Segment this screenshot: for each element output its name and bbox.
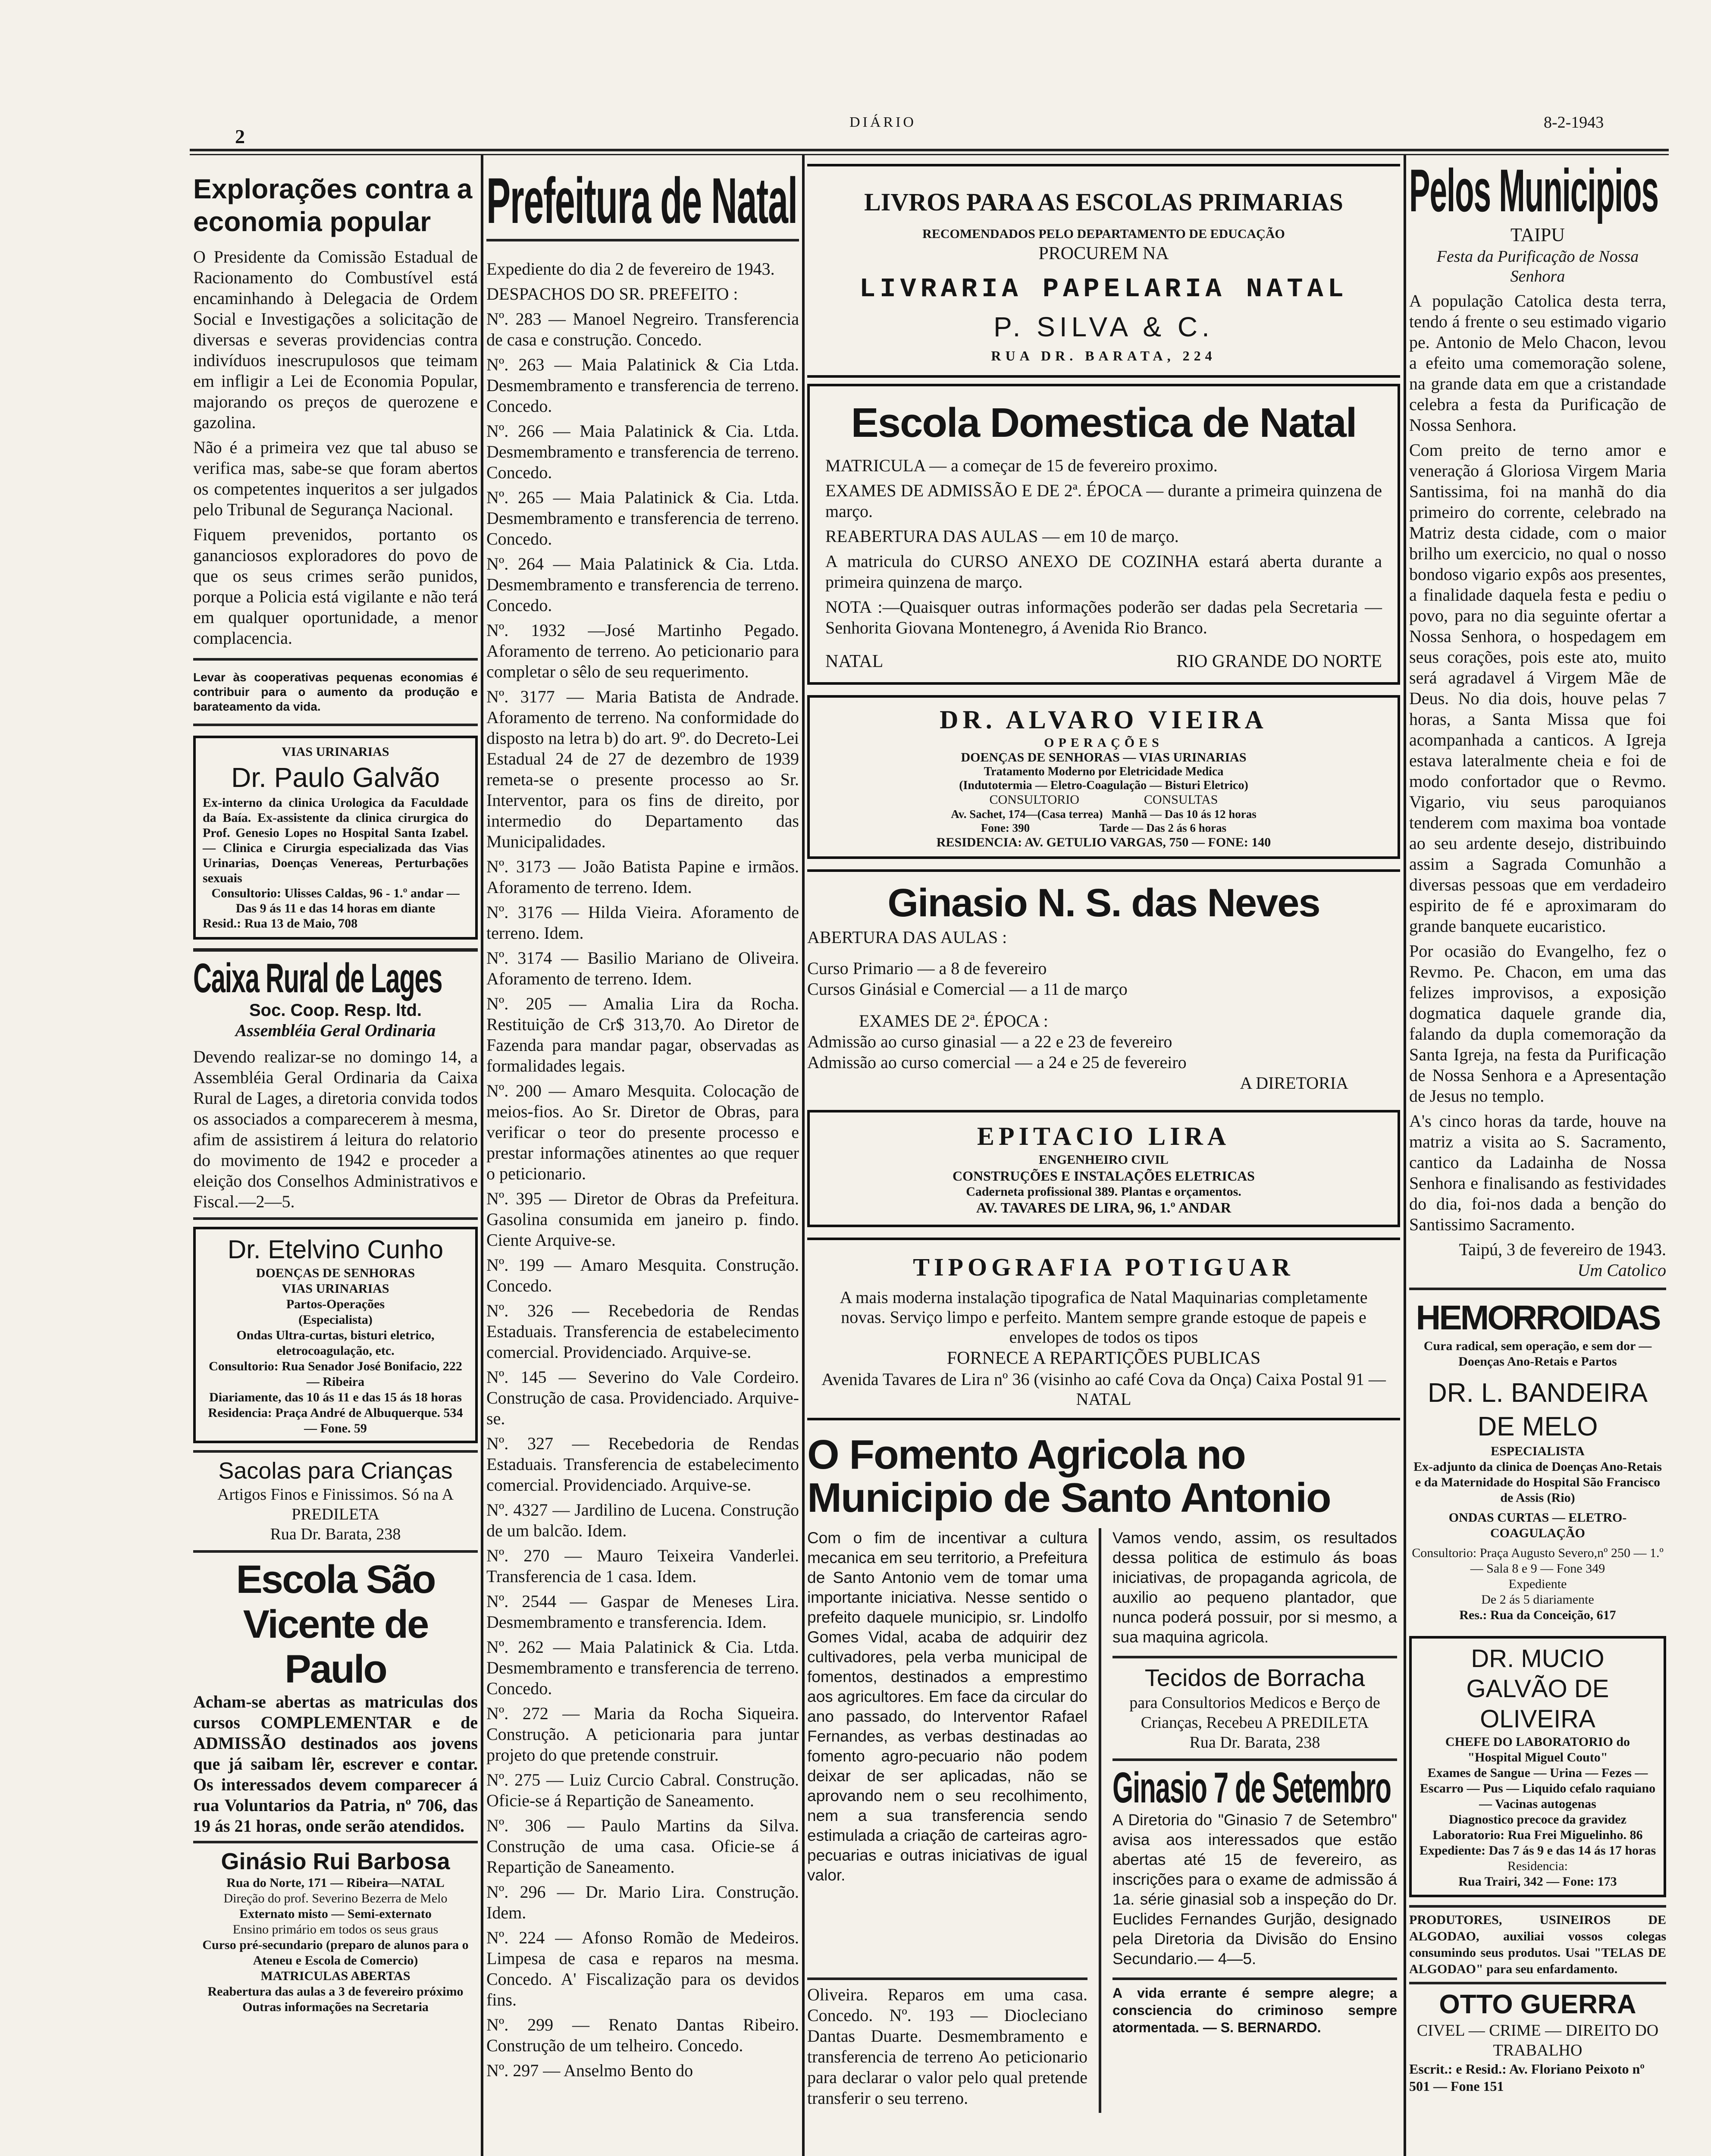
- ad-line: Exames de Sangue — Urina — Fezes — Escarro — Pus — Liquido cefalo raquiano — Vacinas autogenas: [1420, 1766, 1656, 1811]
- ad-line: DOENÇAS DE SENHORAS: [256, 1266, 415, 1280]
- set7-title: Ginasio 7 de Setembro: [1112, 1764, 1391, 1812]
- ad-line: De 2 ás 5 diariamente: [1481, 1592, 1594, 1607]
- despacho-item: Nº. 297 — Anselmo Bento do: [486, 2061, 693, 2080]
- paragraph: A's cinco horas da tarde, houve na matriz a visita ao S. Sacramento, cantico da Ladainha de Nossa Senhora e finalisando as festividades do dia, foi-nos dada a benção do Santissimo Sacramento.: [1409, 1111, 1666, 1234]
- column-1: [193, 172, 478, 2156]
- ad-line: A matricula do CURSO ANEXO DE COZINHA estará aberta durante a primeira quinzena de março.: [825, 552, 1382, 592]
- ad-line: AV. TAVARES DE LIRA, 96, 1.º ANDAR: [976, 1200, 1232, 1216]
- despacho-item: Nº. 2544 — Gaspar de Meneses Lira. Desmembramento e transferencia. Idem.: [486, 1592, 799, 1632]
- ad-paulo-galvao: [193, 736, 478, 940]
- fomento-right: Vamos vendo, assim, os resultados dessa politica de estimulo ás boas iniciativas, de propaganda agricola, de auxilio ao pequeno plantador, que nunca poderá possuir, por si mesmo, a sua maquina agricola.: [1112, 1529, 1397, 1646]
- ad-line: Diariamente, das 10 ás 11 e das 15 ás 18 horas: [209, 1390, 462, 1404]
- column-2: [486, 168, 799, 2156]
- neves-title: Ginasio N. S. das Neves: [887, 881, 1320, 925]
- paper-name: DIÁRIO: [849, 114, 916, 130]
- guerra-l2: Escrit.: e Resid.: Av. Floriano Peixoto nº 501 — Fone 151: [1409, 2061, 1645, 2094]
- ad-line: CONSTRUÇÕES E INSTALAÇÕES ELETRICAS: [953, 1168, 1255, 1184]
- ad-line: Admissão ao curso comercial — a 24 e 25 de fevereiro: [807, 1053, 1187, 1072]
- paragraph: Fiquem prevenidos, portanto os gananciosos exploradores do povo de que os seus crimes serão punidos, porque a Policia está vigilante e não terá em qualquer oportunidade, a menor complacencia.: [193, 525, 478, 648]
- ad-line: Fone: 390 Tarde — Das 2 ás 6 horas: [981, 821, 1227, 834]
- prefeitura-sub: DESPACHOS DO SR. PREFEITO :: [486, 284, 738, 304]
- ad-line: Cursos Ginásial e Comercial — a 11 de março: [807, 979, 1128, 999]
- despacho-item: Nº. 272 — Maria da Rocha Siqueira. Construção. A peticionaria para juntar projeto do que pretende construir.: [486, 1704, 799, 1764]
- livros-sub2: PROCUREM NA: [1038, 244, 1169, 263]
- ad-body: Ex-interno da clinica Urologica da Faculdade da Baía. Ex-assistente da clinica cirurgica do Prof. Genesio Lopes no Hospital Santa Izabel. — Clinica e Cirurgia especializada das Vias Urinarias, Doenças Venereas, Perturbações sexuais: [203, 796, 468, 885]
- ad-etelvino-cunho: [193, 1227, 478, 1443]
- prefeitura-intro: Expediente do dia 2 de fevereiro de 1943.: [486, 259, 775, 279]
- despacho-item: Nº. 306 — Paulo Martins da Silva. Construção de uma casa. Oficie-se á Repartição de Saneamento.: [486, 1816, 799, 1877]
- caixa-body: Devendo realizar-se no domingo 14, a Assembléia Geral Ordinaria da Caixa Rural de Lages, a diretoria convida todos os associados a comparecerem à mesma, afim de assistirem á leitura do relatorio do movimento de 1942 e proceder a eleição dos Conselhos Administrativos e Fiscal.—2—5.: [193, 1047, 478, 1211]
- despacho-item: Nº. 275 — Luiz Curcio Cabral. Construção. Oficie-se á Repartição de Saneamento.: [486, 1770, 799, 1810]
- ad-tag: VIAS URINARIAS: [282, 745, 389, 759]
- caixa-sub2: Assembléia Geral Ordinaria: [235, 1021, 436, 1040]
- lira-name: EPITACIO LIRA: [977, 1122, 1231, 1150]
- ad-line: Laboratorio: Rua Frei Miguelinho. 86: [1432, 1828, 1643, 1842]
- guerra-l1: CIVEL — CRIME — DIREITO DO TRABALHO: [1416, 2021, 1659, 2059]
- ad-mucio-galvao: [1409, 1636, 1666, 1897]
- oliveira-text: Oliveira. Reparos em uma casa. Concedo. Nº. 193 — Diocleciano Dantas Duarte. Desmembramento e transferencia de terreno Ao peticionario para declarar o valor pelo qual pretende transferir o seu terreno.: [807, 1985, 1087, 2108]
- ad-alvaro-vieira: [807, 695, 1400, 859]
- despacho-item: Nº. 283 — Manoel Negreiro. Transferencia de casa e construção. Concedo.: [486, 309, 799, 349]
- caixa-sub: Soc. Coop. Resp. ltd.: [249, 1001, 422, 1020]
- ad-line: Outras informações na Secretaria: [242, 2000, 429, 2014]
- paragraph: Não é a primeira vez que tal abuso se verifica mas, sabe-se que foram abertos os competentes inqueritos a ser julgados pelo Tribunal de Segurança Nacional.: [193, 438, 478, 519]
- sacolas-body: Artigos Finos e Finissimos. Só na A PREDILETA: [217, 1485, 454, 1523]
- despacho-item: Nº. 327 — Recebedoria de Rendas Estaduais. Transferencia de estabelecimento comercial. Providenciado. Arquive-se.: [486, 1434, 799, 1495]
- ad-livros: [807, 164, 1400, 378]
- neves-sign: A DIRETORIA: [1240, 1073, 1348, 1093]
- guerra-title: OTTO GUERRA: [1439, 1990, 1636, 2019]
- prefeitura-title: Prefeitura de Natal: [486, 168, 797, 237]
- ad-line: Curso Primario — a 8 de fevereiro: [807, 959, 1047, 978]
- hemo-body: Cura radical, sem operação, e sem dor — Doenças Ano-Retais e Partos: [1423, 1339, 1652, 1369]
- ad-line: EXAMES DE 2ª. ÉPOCA :: [859, 1011, 1048, 1031]
- despacho-item: Nº. 265 — Maia Palatinick & Cia. Ltda. Desmembramento e transferencia de terreno. Concedo.: [486, 488, 799, 548]
- livros-addr: RUA DR. BARATA, 224: [991, 348, 1216, 364]
- ad-office: Consultorio: Ulisses Caldas, 96 - 1.º andar — Das 9 ás 11 e das 14 horas em diante: [211, 886, 460, 915]
- despacho-item: Nº. 224 — Afonso Romão de Medeiros. Limpesa de casa e reparos na mesma. Concedo. A' Fiscalização para os devidos fins.: [486, 1928, 799, 2009]
- ad-line: Diagnostico precoce da gravidez: [1449, 1812, 1626, 1827]
- municipios-sub: Festa da Purificação de Nossa Senhora: [1436, 248, 1639, 285]
- despacho-item: Nº. 4327 — Jardilino de Lucena. Construção de um balcão. Idem.: [486, 1500, 799, 1540]
- header-date: 8-2-1943: [1544, 113, 1604, 132]
- ad-name: Dr. Etelvino Cunho: [227, 1235, 444, 1264]
- fomento-title: O Fomento Agricola no Municipio de Santo Antonio: [807, 1432, 1331, 1521]
- paragraph: Com preito de terno amor e veneração á Gloriosa Virgem Maria Santissima, foi na manhã do dia primeiro do corrente, celebrado na Matriz desta cidade, com o maior brilho um exercicio, no qual o nosso bondoso vigario expôs aos presentes, a finalidade daquela festa e pediu o povo, para no dia seguinte ofertar a Nossa Senhora, o hospedagem em seus corações, pois este ato, muito será agradavel á Virgem Mãe de Deus. No dia dois, houve pelas 7 horas, a Santa Missa que foi acompanhada a canticos. A Igreja estava lateralmente cheia e foi de modo confortador que o Revmo. Vigario, viu seus paroquianos tenderem com maxima boa vontade ao seu ardente desejo, distribuindo assim a Sagrada Comunhão a diversas pessoas que em verdadeiro espirito de fé e aproximaram do grande banquete eucaristico.: [1409, 440, 1666, 936]
- ad-line: DOENÇAS DE SENHORAS — VIAS URINARIAS: [961, 750, 1247, 765]
- ad-line: Expediente: [1508, 1577, 1567, 1591]
- ad-line: MATRICULAS ABERTAS: [260, 1969, 411, 1983]
- ad-line: Partos-Operações: [286, 1297, 385, 1311]
- article-title-exploracoes: Explorações contra a economia popular: [193, 173, 473, 237]
- ad-line: Rua do Norte, 171 — Ribeira—NATAL: [226, 1876, 445, 1890]
- mucio-name: DR. MUCIO GALVÃO DE OLIVEIRA: [1466, 1645, 1609, 1733]
- ad-line: Expediente: Das 7 ás 9 e das 14 ás 17 horas: [1419, 1843, 1656, 1858]
- despacho-item: Nº. 270 — Mauro Teixeira Vanderlei. Transferencia de 1 casa. Idem.: [486, 1546, 799, 1586]
- domestica-state: RIO GRANDE DO NORTE: [1176, 652, 1382, 671]
- municipios-place: TAIPU: [1510, 224, 1565, 245]
- ad-line: (Indutotermia — Eletro-Coagulação — Bisturi Eletrico): [959, 779, 1248, 792]
- ad-line: ENGENHEIRO CIVIL: [1039, 1153, 1169, 1167]
- sacolas-title: Sacolas para Crianças: [218, 1458, 453, 1484]
- ad-line: Rua Trairi, 342 — Fone: 173: [1458, 1874, 1617, 1889]
- ad-line: Res.: Rua da Conceição, 617: [1459, 1608, 1616, 1622]
- ad-line: Ex-adjunto da clinica de Doenças Ano-Retais e da Maternidade do Hospital São Francisco de Assis (Rio): [1413, 1460, 1662, 1505]
- despacho-item: Nº. 296 — Dr. Mario Lira. Construção. Idem.: [486, 1882, 799, 1922]
- ad-line: Ondas Ultra-curtas, bisturi eletrico, eletrocoagulação, etc.: [236, 1328, 435, 1358]
- despacho-item: Nº. 263 — Maia Palatinick & Cia Ltda. Desmembramento e transferencia de terreno. Concedo.: [486, 355, 799, 416]
- paragraph: Por ocasião do Evangelho, fez o Revmo. Pe. Chacon, em uma das felizes improvisos, a exposição dogmatica daquele grande dia, falando da dupla comemoração da Santa Igreja, na festa da Purificação de Nossa Senhora e a Apresentação de Jesus no templo.: [1409, 941, 1666, 1106]
- despacho-item: Nº. 299 — Renato Dantas Ribeiro. Construção de um telheiro. Concedo.: [486, 2015, 799, 2055]
- escola-title: Escola São Vicente de Paulo: [236, 1557, 435, 1691]
- set7-body: A Diretoria do "Ginasio 7 de Setembro" avisa aos interessados que estão abertas até 15 de fevereiro, as inscrições para o exame de admissão á 1a. série ginasial sob a inspeção do Dr. Euclides Fernandes Gurjão, designado pela Diretoria da Divisão do Ensino Secundario.— 4—5.: [1112, 1811, 1397, 1968]
- ad-line: Consultorio: Praça Augusto Severo,nº 250 — 1.º — Sala 8 e 9 — Fone 349: [1412, 1546, 1664, 1576]
- ad-line: Residencia: Praça André de Albuquerque. 534 — Fone. 59: [208, 1406, 463, 1435]
- ad-line: Av. Sachet, 174—(Casa terrea) Manhã — Das 10 ás 12 horas: [951, 808, 1257, 821]
- despacho-item: Nº. 200 — Amaro Mesquita. Colocação de meios-fios. Ao Sr. Diretor de Obras, para verificar o teor do presente processo e prestar informações atinentes ao que requer o peticionario.: [486, 1081, 799, 1183]
- despacho-item: Nº. 3173 — João Batista Papine e irmãos. Aforamento de terreno. Idem.: [486, 857, 799, 897]
- despacho-item: Nº. 199 — Amaro Mesquita. Construção. Concedo.: [486, 1255, 799, 1295]
- ad-line: Consultorio: Rua Senador José Bonifacio, 222 — Ribeira: [209, 1359, 462, 1389]
- despacho-item: Nº. 3176 — Hilda Vieira. Aforamento de terreno. Idem.: [486, 903, 799, 943]
- caixa-title: Caixa Rural de Lages: [193, 955, 442, 1001]
- tipo-l2: FORNECE A REPARTIÇÕES PUBLICAS: [946, 1348, 1261, 1368]
- tecidos-body: para Consultorios Medicos e Berço de Crianças, Recebeu A PREDILETA: [1129, 1694, 1380, 1732]
- paragraph: O Presidente da Comissão Estadual de Racionamento do Combustível está encaminhando à Delegacia de Ordem Social e Investigações a solicitação de diversas e severas providencias contra indivíduos inescrupulosos que teimam em infligir a Lei de Economia Popular, majorando os preços de querozene e gazolina.: [193, 247, 478, 432]
- ad-line: Caderneta profissional 389. Plantas e orçamentos.: [966, 1185, 1241, 1199]
- tipo-l3: Avenida Tavares de Lira nº 36 (visinho ao café Cova da Onça) Caixa Postal 91 — NATAL: [821, 1369, 1386, 1409]
- ad-home: Resid.: Rua 13 de Maio, 708: [203, 916, 358, 931]
- despacho-item: Nº. 266 — Maia Palatinick & Cia. Ltda. Desmembramento e transferencia de terreno. Concedo.: [486, 421, 799, 482]
- column-4: [1409, 160, 1666, 2156]
- ad-name: Dr. Paulo Galvão: [231, 762, 440, 793]
- page-number: 2: [235, 125, 245, 147]
- ad-line: Externato misto — Semi-externato: [239, 1907, 432, 1921]
- ad-line: Direção do prof. Severino Bezerra de Melo: [223, 1891, 448, 1905]
- municipios-title: Pelos Municipios: [1409, 160, 1658, 224]
- despacho-item: Nº. 1932 —José Martinho Pegado. Aforamento de terreno. Ao peticionario para completar o sêlo de seu requerimento.: [486, 620, 799, 681]
- ad-line: REABERTURA DAS AULAS — em 10 de março.: [825, 526, 1179, 546]
- ad-line: ESPECIALISTA: [1491, 1444, 1585, 1458]
- paragraph: A população Catolica desta terra, tendo á frente o seu estimado vigario pe. Antonio de Melo Chacon, levou a efeito uma comemoração solene, na grande data em que a cristandade celebra a festa da Purificação de Nossa Senhora.: [1409, 291, 1666, 435]
- ad-line: MATRICULA — a começar de 15 de fevereiro proximo.: [825, 456, 1218, 475]
- ad-line: Tratamento Moderno por Eletricidade Medica: [984, 765, 1224, 778]
- algodao-text: PRODUTORES, USINEIROS DE ALGODAO, auxiliai vossos colegas consumindo seus produtos. Usai "TELAS DE ALGODAO" para seu enfardamento.: [1409, 1913, 1666, 1976]
- despachos-list: [486, 309, 799, 2081]
- ad-line: Curso pré-secundario (preparo de alunos para o Ateneu e Escola de Comercio): [202, 1938, 469, 1968]
- quote-bernardo: A vida errante é sempre alegre; a consciencia do criminoso sempre atormentada. — S. BERNARDO.: [1112, 1985, 1397, 2035]
- ad-line: Residencia:: [1507, 1859, 1568, 1873]
- hemo-title: HEMORROIDAS: [1416, 1298, 1660, 1337]
- despacho-item: Nº. 262 — Maia Palatinick & Cia. Ltda. Desmembramento e transferencia de terreno. Concedo.: [486, 1637, 799, 1698]
- despacho-item: Nº. 3174 — Basilio Mariano de Oliveira. Aforamento de terreno. Idem.: [486, 948, 799, 988]
- ad-line: Admissão ao curso ginasial — a 22 e 23 de fevereiro: [807, 1032, 1172, 1051]
- bandeira-name: DR. L. BANDEIRA DE MELO: [1428, 1378, 1648, 1442]
- livros-owner: P. SILVA & C.: [993, 311, 1214, 342]
- domestica-title: Escola Domestica de Natal: [851, 400, 1357, 446]
- municipios-sign2: Um Catolico: [1577, 1260, 1666, 1280]
- tipo-title: TIPOGRAFIA POTIGUAR: [913, 1253, 1294, 1281]
- vieira-name: DR. ALVARO VIEIRA: [940, 705, 1268, 734]
- sacolas-addr: Rua Dr. Barata, 238: [270, 1525, 401, 1543]
- ad-line: OPERAÇÕES: [1044, 736, 1163, 750]
- tecidos-addr: Rua Dr. Barata, 238: [1189, 1733, 1320, 1752]
- ad-ginasio-neves: [807, 869, 1400, 1100]
- ad-line: RESIDENCIA: AV. GETULIO VARGAS, 750 — FONE: 140: [936, 835, 1271, 849]
- despacho-item: Nº. 145 — Severino do Vale Cordeiro. Construção de casa. Providenciado. Arquive-se.: [486, 1367, 799, 1428]
- tipo-body: A mais moderna instalação tipografica de Natal Maquinarias completamente novas. Serviço limpo e perfeito. Mantem sempre grande estoque de papeis e envelopes de todos os tipos: [840, 1288, 1368, 1347]
- despacho-item: Nº. 3177 — Maria Batista de Andrade. Aforamento de terreno. Na conformidade do disposto na letra b) do art. 9º. do Decreto-Lei Estadual 24 de 27 de dezembro de 1939 remeta-se o presente processo ao Sr. Interventor, para os fins de direito, por intermedio do Departamento das Municipalidades.: [486, 687, 799, 851]
- ad-line: Ensino primário em todos os seus graus: [232, 1922, 439, 1937]
- ad-line: CONSULTORIO CONSULTAS: [989, 793, 1218, 807]
- livros-title: LIVROS PARA AS ESCOLAS PRIMARIAS: [864, 188, 1343, 216]
- ad-line: ONDAS CURTAS — ELETRO-COAGULAÇÃO: [1448, 1510, 1627, 1540]
- ad-line: (Especialista): [298, 1313, 373, 1327]
- domestica-city: NATAL: [825, 652, 884, 671]
- livros-shop: LIVRARIA PAPELARIA NATAL: [859, 274, 1348, 304]
- despacho-item: Nº. 205 — Amalia Lira da Rocha. Restituição de Cr$ 313,70. Ao Diretor de Fazenda para mandar pagar, observadas as formalidades legais.: [486, 994, 799, 1075]
- ad-tipografia: [807, 1238, 1400, 1420]
- livros-sub: RECOMENDADOS PELO DEPARTAMENTO DE EDUCAÇÃO: [922, 227, 1285, 241]
- ad-epitacio-lira: [807, 1110, 1400, 1227]
- ad-line: EXAMES DE ADMISSÃO E DE 2ª. ÉPOCA — durante a primeira quinzena de março.: [825, 481, 1382, 521]
- tecidos-title: Tecidos de Borracha: [1144, 1664, 1365, 1691]
- ad-line: VIAS URINARIAS: [282, 1282, 389, 1296]
- ad-line: NOTA :—Quaisquer outras informações poderão ser dadas pela Secretaria — Senhorita Giovana Montenegro, á Avenida Rio Branco.: [825, 597, 1382, 637]
- despacho-item: Nº. 395 — Diretor de Obras da Prefeitura. Gasolina consumida em janeiro p. findo. Ciente Arquive-se.: [486, 1189, 799, 1250]
- rui-title: Ginásio Rui Barbosa: [221, 1849, 450, 1874]
- ad-escola-domestica: [807, 384, 1400, 685]
- fomento-left: Com o fim de incentivar a cultura mecanica em seu territorio, a Prefeitura de Santo Antonio vem de tomar uma importante iniciativa. Nesse sentido o prefeito daquele municipio, sr. Lindolfo Gomes Vidal, acaba de adquirir dez cultivadores, pela verba municipal de fomentos, destinados a emprestimo aos agricultores. Em face da circular do ano passado, do Interventor Rafael Fernandes, as verbas destinadas ao fomento agro-pecuario não podem deixar de ser aplicadas, não se aprovando nem o seu recolhimento, nem a sua transferencia sendo estimulada a criação de carteiras agro-pecuarias e outras iniciativas de igual valor.: [807, 1529, 1087, 1884]
- ad-line: CHEFE DO LABORATORIO do "Hospital Miguel Couto": [1445, 1735, 1630, 1764]
- despacho-item: Nº. 264 — Maia Palatinick & Cia. Ltda. Desmembramento e transferencia de terreno. Concedo.: [486, 554, 799, 615]
- escola-body: Acham-se abertas as matriculas dos cursos COMPLEMENTAR e de ADMISSÃO destinados aos jovens que já saibam lêr, escrever e contar. Os interessados devem comparecer á rua Voluntarios da Patria, nº 706, das 19 ás 21 horas, onde serão atendidos.: [193, 1692, 478, 1836]
- municipios-sign: Taipú, 3 de fevereiro de 1943.: [1459, 1240, 1666, 1259]
- despacho-item: Nº. 326 — Recebedoria de Rendas Estaduais. Transferencia de estabelecimento comercial. Providenciado. Arquive-se.: [486, 1301, 799, 1362]
- column-3: [807, 164, 1400, 2156]
- ad-line: Reabertura das aulas a 3 de fevereiro próximo: [207, 1984, 464, 1999]
- neves-sub: ABERTURA DAS AULAS :: [807, 928, 1007, 947]
- cooperative-slogan: Levar às cooperativas pequenas economias é contribuir para o aumento da produção e barateamento da vida.: [193, 671, 478, 713]
